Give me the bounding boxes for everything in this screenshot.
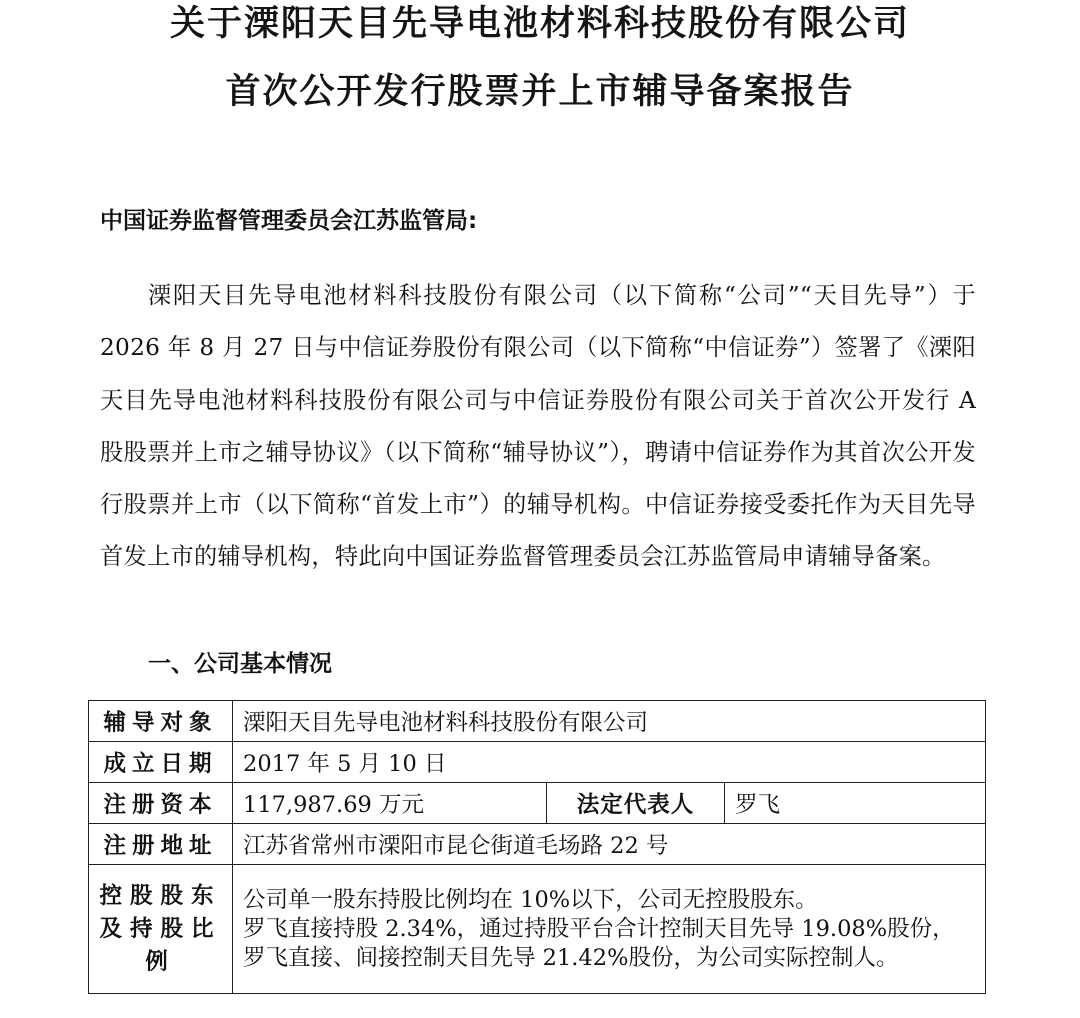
legal-rep-label: 法定代表人 [547, 783, 725, 824]
capital-label: 注册资本 [89, 783, 233, 824]
subject-value: 溧阳天目先导电池材料科技股份有限公司 [233, 701, 986, 742]
subject-label: 辅导对象 [89, 701, 233, 742]
established-value: 2017 年 5 月 10 日 [233, 742, 986, 783]
legal-rep-value: 罗飞 [725, 783, 986, 824]
address-value: 江苏省常州市溧阳市昆仑街道毛场路 22 号 [233, 824, 986, 865]
shareholder-line-1: 公司单一股东持股比例均在 10%以下，公司无控股股东。 [243, 886, 818, 913]
report-title-line-1: 关于溧阳天目先导电池材料科技股份有限公司 [169, 4, 910, 44]
company-info-table [88, 700, 986, 994]
address-label: 注册地址 [89, 824, 233, 865]
table-row [89, 701, 986, 742]
section-heading: 一、公司基本情况 [148, 651, 332, 677]
shareholder-line-2: 罗飞直接持股 2.34%，通过持股平台合计控制天目先导 19.08%股份，罗飞直接、间接控制天目先导 21.42%股份，为公司实际控制人。 [243, 915, 955, 971]
report-title-line-2: 首次公开发行股票并上市辅导备案报告 [225, 72, 855, 112]
shareholder-label: 控股股东及持股比例 [89, 865, 233, 994]
addressee: 中国证券监督管理委员会江苏监管局: [100, 208, 478, 234]
table-row [89, 783, 986, 824]
body-paragraph: 溧阳天目先导电池材料科技股份有限公司（以下简称“公司”“天目先导”）于2026 年 8 月 27 日与中信证券股份有限公司（以下简称“中信证券”）签署了《溧阳天目先导电池材料科技股份有限公司与中信证券股份有限公司关于首次公开发行 A 股股票并上市之辅导协议》（以下简称“辅导协议”），聘请中信证券作为其首次公开发行股票并上市（以下简称“首发上市”）的辅导机构。中信证券接受委托作为天目先导首发上市的辅导机构，特此向中国证券监督管理委员会江苏监管局申请辅导备案。 [100, 282, 976, 571]
table-row [89, 742, 986, 783]
capital-value: 117,987.69 万元 [233, 783, 547, 824]
established-label: 成立日期 [89, 742, 233, 783]
shareholder-value [233, 865, 986, 994]
table-row [89, 865, 986, 994]
table-row [89, 824, 986, 865]
